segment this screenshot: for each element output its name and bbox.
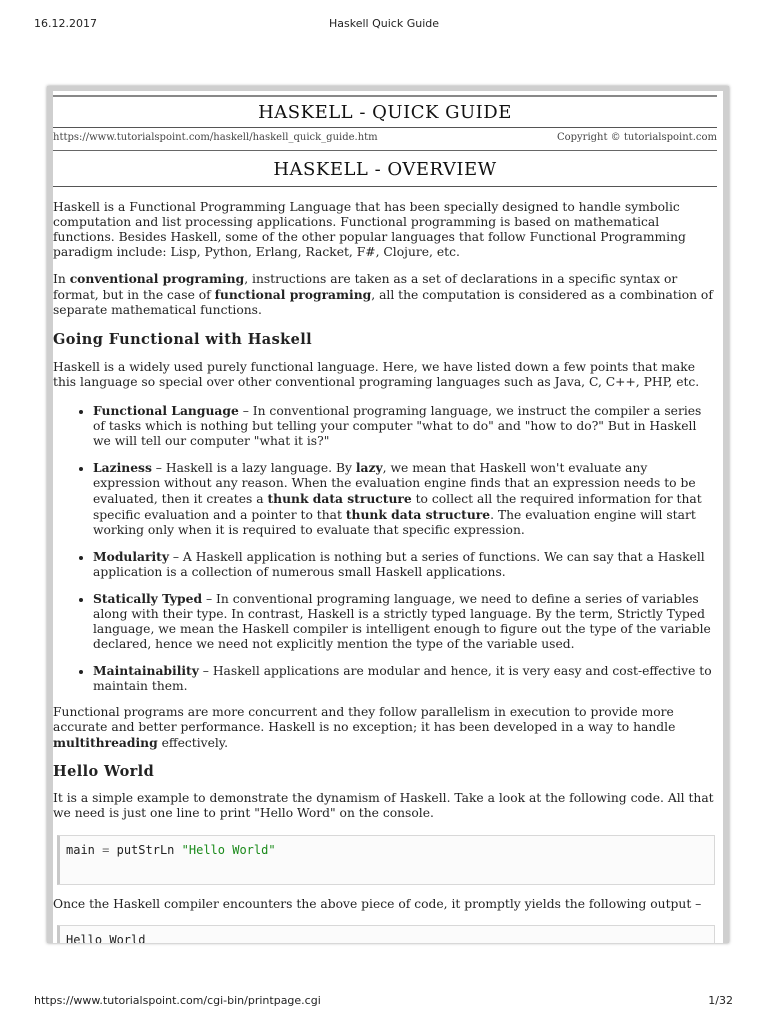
heading-hello-world: Hello World	[53, 763, 155, 780]
bold-term: thunk data structure	[267, 491, 412, 506]
list-item	[93, 549, 717, 580]
code-function: putStrLn	[116, 843, 175, 857]
conventional-paragraph	[53, 271, 717, 318]
text-run: to collect all the required information for that specific evaluation and a pointer to that	[93, 492, 702, 522]
list-item	[93, 403, 717, 449]
concurrency-paragraph	[53, 705, 717, 751]
text-run: effectively.	[157, 736, 229, 750]
text-run: Functional programs are more concurrent and they follow parallelism in execution to provide more accurate and better performance. Haskell is no exception; it has been developed in a way to handle	[53, 705, 676, 734]
bold-term: conventional programing	[69, 271, 245, 286]
print-url[interactable]: https://www.tutorialspoint.com/cgi-bin/printpage.cgi	[34, 994, 321, 1007]
bold-term: Laziness	[93, 460, 152, 475]
text-run: , all the computation is considered as a combination of separate mathematical functions.	[53, 288, 713, 317]
heading-going-functional: Going Functional with Haskell	[53, 331, 313, 348]
widely-used-paragraph: Haskell is a widely used purely functional language. Here, we have listed down a few points that make this language so special over other conventional programing languages such as Java, C, C++, PHP, etc.	[53, 360, 700, 389]
bold-term: Maintainability	[93, 663, 199, 678]
text-run: – Haskell applications are modular and hence, it is very easy and cost-effective to maintain them.	[93, 664, 712, 693]
document-body	[53, 91, 717, 943]
code-block	[57, 835, 715, 885]
bold-term: Statically Typed	[93, 591, 203, 606]
output-block: Hello World	[57, 925, 715, 943]
text-run: In	[53, 272, 70, 286]
bold-term: thunk data structure	[345, 507, 491, 522]
code-identifier: main	[66, 843, 95, 857]
bold-term: Functional Language	[93, 403, 239, 418]
print-title: Haskell Quick Guide	[329, 17, 439, 30]
text-run: , we mean that Haskell won't evaluate any expression without any reason. When the evaluation engine finds that an expression needs to be evaluated, then it creates a	[93, 461, 696, 506]
page-number: 1/32	[708, 994, 733, 1007]
output-intro-paragraph: Once the Haskell compiler encounters the above piece of code, it promptly yields the following output –	[53, 897, 702, 911]
text-run: – In conventional programing language, we need to define a series of variables along with their type. In contrast, Haskell is a strictly typed language. By the term, Strictly Typed language, we mean the Haskell compiler is intelligent enough to figure out the type of the variable declared, hence we need not explicitly mention the type of the variable used.	[93, 592, 711, 651]
page-title: HASKELL - QUICK GUIDE	[53, 95, 717, 128]
text-run: – Haskell is a lazy language. By	[151, 461, 356, 475]
hello-intro-paragraph: It is a simple example to demonstrate the dynamism of Haskell. Take a look at the following code. All that we need is just one line to print "Hello Word" on the console.	[53, 791, 714, 820]
bold-term: lazy	[355, 460, 383, 475]
print-date: 16.12.2017	[34, 17, 97, 30]
list-item	[93, 460, 717, 538]
text-run: , instructions are taken as a set of declarations in a specific syntax or format, but in the case of	[53, 272, 678, 302]
source-url[interactable]: https://www.tutorialspoint.com/haskell/haskell_quick_guide.htm	[53, 132, 378, 143]
bold-term: Modularity	[93, 549, 169, 564]
code-string: "Hello World"	[181, 843, 276, 857]
bold-term: functional programing	[214, 287, 372, 302]
feature-list	[53, 403, 717, 694]
list-item	[93, 591, 717, 652]
bold-term: multithreading	[53, 735, 158, 750]
text-run: – A Haskell application is nothing but a series of functions. We can say that a Haskell application is a collection of numerous small Haskell applications.	[93, 550, 705, 579]
text-run: – In conventional programing language, we instruct the compiler a series of tasks which is nothing but telling your computer "what to do" and "how to do?" But in Haskell we will tell our computer "what it is?"	[93, 404, 702, 448]
intro-paragraph: Haskell is a Functional Programming Language that has been specially designed to handle symbolic computation and list processing applications. Functional programming is based on mathematical functions. Besides Haskell, some of the other popular languages that follow Functional Programming paradigm include: Lisp, Python, Erlang, Racket, F#, Clojure, etc.	[53, 200, 686, 259]
document-frame	[47, 86, 729, 943]
list-item	[93, 663, 717, 694]
text-run: . The evaluation engine will start working only when it is required to evaluate that specific expression.	[93, 508, 696, 537]
section-title-overview: HASKELL - OVERVIEW	[53, 151, 717, 187]
source-row	[53, 128, 717, 151]
code-operator: =	[102, 843, 110, 857]
copyright-notice: Copyright © tutorialspoint.com	[556, 132, 717, 143]
